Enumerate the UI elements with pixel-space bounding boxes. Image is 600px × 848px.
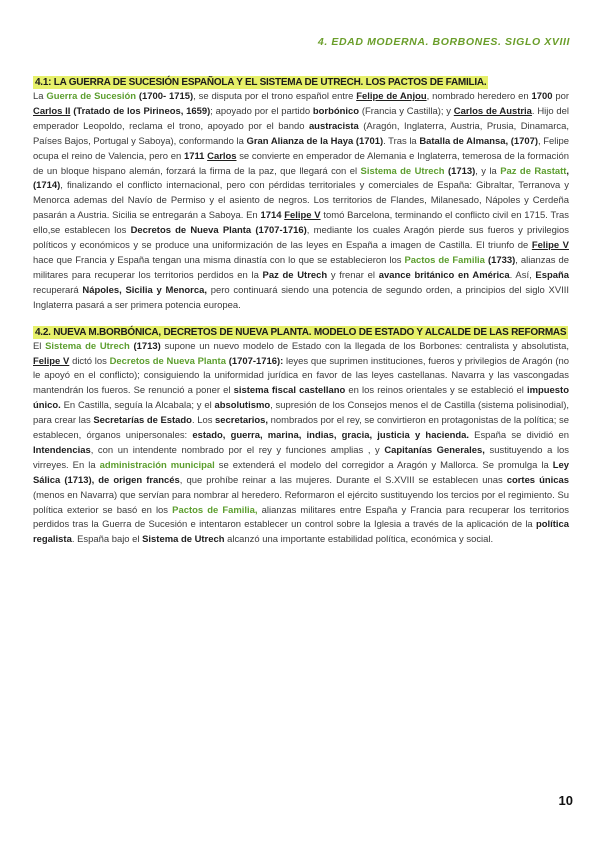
text-run: La bbox=[33, 91, 47, 102]
text-run: y frenar el bbox=[327, 269, 379, 281]
bold-term: Sistema de Utrech bbox=[142, 534, 225, 546]
text-run: , finalizando el conflicto internacional, pero con pérdidas territoriales y comerciales de España: Gibraltar, Terranova y Menorca ademas del Navío de Permiso y el asiento de negros. Los territorios de Flandes, Milanesado, Nápoles y Cerdeña pasarán a Austria. Sicilia se entregarán a Saboya. En bbox=[33, 180, 569, 222]
bold-term: , (1714) bbox=[33, 165, 569, 192]
text-run: , se disputa por el trono español entre bbox=[193, 91, 357, 102]
text-run: , nombrado heredero en bbox=[426, 91, 532, 102]
text-run: nombrados por el rey, se convirtieron en protagonistas de la política; se establecen, órganos unipersonales: bbox=[33, 415, 569, 442]
bold-term: Batalla de Almansa, (1707) bbox=[419, 135, 539, 147]
text-run: . Tras la bbox=[383, 135, 420, 147]
bold-term: avance británico en América bbox=[378, 269, 510, 281]
text-run: . Los bbox=[191, 415, 216, 427]
bold-term: (Tratado de los Pirineos, 1659) bbox=[70, 105, 211, 117]
text-run: supone un nuevo modelo de Estado con la llegada de los Borbones: centralista y absolutista, bbox=[160, 340, 569, 352]
section-heading: 4.1: LA GUERRA DE SUCESIÓN ESPAÑOLA Y EL SISTEMA DE UTRECH. LOS PACTOS DE FAMILIA. bbox=[35, 77, 487, 88]
person-name: Felipe V bbox=[284, 210, 321, 222]
person-name: Carlos de Austria bbox=[453, 105, 532, 117]
text-run: hace que Francia y España tengan una misma dinastía con lo que se establecieron los bbox=[33, 254, 405, 266]
bold-term: 1700 bbox=[531, 91, 553, 102]
text-run: , con un intendente nombrado por el rey y funciones amplias , y bbox=[90, 444, 385, 456]
text-run: por bbox=[552, 91, 569, 102]
bold-term: sistema fiscal castellano bbox=[233, 385, 346, 397]
text-run: pero continuará siendo una potencia de segundo orden, a principios del siglo XVIII Inglaterra pasará a ser primera potencia europea. bbox=[33, 284, 570, 311]
text-run: se convierte en emperador de Alemania e Inglaterra, temerosa de la formación de un bloque hispano alemán, forzará la firma de la paz, que llegará con el bbox=[33, 150, 569, 177]
highlighted-term: Paz de Rastatt bbox=[500, 165, 567, 177]
bold-term: Gran Alianza de la Haya (1701) bbox=[246, 135, 384, 147]
text-run: . Hijo del emperador Leopoldo, reclama el trono, apoyado por el bando bbox=[33, 105, 569, 132]
highlighted-term: Decretos de Nueva Planta bbox=[109, 355, 226, 367]
text-run: . Así, bbox=[509, 269, 536, 281]
section-heading: 4.2. NUEVA M.BORBÓNICA, DECRETOS DE NUEVA PLANTA. MODELO DE ESTADO Y ALCALDE DE LAS REFORMAS bbox=[35, 326, 567, 338]
bold-term: secretarios, bbox=[215, 415, 269, 427]
person-name: Carlos bbox=[207, 150, 237, 162]
text-run: dictó los bbox=[69, 355, 110, 367]
highlighted-term: administración municipal bbox=[99, 459, 215, 471]
bold-term: 1714 bbox=[260, 210, 285, 222]
bold-term: Decretos de Nueva Planta (1707-1716) bbox=[130, 225, 307, 237]
text-run: . España bajo el bbox=[71, 534, 143, 546]
bold-term: España bbox=[535, 269, 569, 281]
bold-term: cortes únicas bbox=[506, 474, 570, 486]
text-run: España se dividió en bbox=[468, 430, 569, 442]
text-run: (menos en Navarra) que servían para nombrar al heredero. Reformaron el ejército sustituyendo los tercios por el regimiento. Su política exterior se basó en los bbox=[33, 489, 569, 516]
text-run: en los reinos orientales y se estableció el bbox=[345, 385, 528, 397]
bold-term: 1711 bbox=[183, 150, 208, 162]
bold-term: (1707-1716): bbox=[225, 355, 284, 367]
page-number: 10 bbox=[558, 793, 573, 808]
text-run: se extenderá el modelo del corregidor a Aragón y Mallorca. Se promulga la bbox=[214, 459, 553, 471]
highlighted-term: Pactos de Familia, bbox=[172, 504, 258, 516]
bold-term: Capitanías Generales, bbox=[384, 444, 485, 456]
person-name: Felipe de Anjou bbox=[356, 91, 427, 102]
bold-term: Nápoles, Sicilia y Menorca, bbox=[82, 284, 207, 296]
chapter-header: 4. EDAD MODERNA. BORBONES. SIGLO XVIII bbox=[317, 36, 570, 48]
text-run: leyes que suprimen instituciones, fueros y privilegios de Aragón (no le apoyó en el conflicto); consiguiendo la uniformidad jurídica en favor de las leyes castellanas. Navarra y las vascongadas mantendrán los fueros. Se renunció a poner el bbox=[33, 355, 569, 397]
document-body bbox=[33, 72, 569, 548]
section-paragraph bbox=[33, 90, 569, 314]
bold-term: Secretarías de Estado bbox=[93, 415, 192, 427]
person-name: Felipe V bbox=[531, 240, 569, 252]
bold-term: Paz de Utrech bbox=[262, 269, 328, 281]
text-run: , supresión de los Consejos menos el de Castilla (sistema polisinodial), para crear las bbox=[33, 400, 569, 427]
highlighted-term: Pactos de Familia bbox=[404, 254, 485, 266]
text-run: alianzas militares entre España y Francia para recuperar los territorios perdidos tras la Guerra de Sucesión e intentaron establecer un control sobre la Iglesia a través de la aplicación de la bbox=[33, 504, 569, 531]
text-run: En Castilla, seguía la Alcabala; y el bbox=[60, 400, 215, 412]
bold-term: (1713) bbox=[129, 340, 161, 352]
text-run: , alianzas de militares para recuperar los territorios perdidos en la bbox=[33, 254, 569, 281]
bold-term: (1733) bbox=[484, 254, 516, 266]
text-run: , Felipe ocupa el reino de Valencia, pero en bbox=[33, 135, 569, 162]
text-run: recuperará bbox=[33, 284, 83, 296]
bold-term: borbónico bbox=[312, 105, 360, 117]
section-succession-war bbox=[33, 72, 569, 314]
bold-term: absolutismo bbox=[214, 400, 271, 412]
bold-term: austracista bbox=[308, 120, 359, 132]
bold-term: estado, guerra, marina, indias, gracia, justicia y hacienda. bbox=[192, 430, 469, 442]
bold-term: política regalista bbox=[33, 519, 569, 546]
text-run: sustituyendo a los virreyes. En la bbox=[33, 444, 570, 471]
text-run: (Aragón, Inglaterra, Austria, Prusia, Dinamarca, Países Bajos, Portugal y Saboya), conformando la bbox=[33, 120, 569, 147]
highlighted-term: Sistema de Utrech bbox=[45, 340, 130, 352]
highlighted-term: Sistema de Utrech bbox=[360, 165, 445, 177]
highlighted-term: Guerra de Sucesión bbox=[46, 91, 137, 102]
text-run: , mediante los cuales Aragón pierde sus fueros y privilegios políticos y económicos y se produce una uniformización de las leyes en España a imagen de Castilla. El triunfo de bbox=[33, 225, 569, 252]
text-run: , que prohíbe reinar a las mujeres. Durante el S.XVIII se establecen unas bbox=[179, 474, 507, 486]
text-run: , y la bbox=[475, 165, 501, 177]
bold-term: Ley Sálica (1713), de origen francés bbox=[33, 459, 569, 486]
bold-term: impuesto único. bbox=[33, 385, 569, 412]
text-run: alcanzó una importante estabilidad política, económica y social. bbox=[224, 534, 494, 546]
text-run: ; apoyado por el partido bbox=[210, 105, 313, 117]
section-paragraph bbox=[33, 340, 569, 549]
bold-term: Intendencias bbox=[33, 444, 91, 456]
section-bourbon-reforms bbox=[33, 322, 569, 549]
text-run: tomó Barcelona, terminando el conflicto civil en 1715. Tras ello,se establecen los bbox=[33, 210, 569, 237]
bold-term: (1713) bbox=[444, 165, 476, 177]
text-run: El bbox=[33, 340, 46, 352]
person-name: Felipe V bbox=[33, 355, 70, 367]
person-name: Carlos II bbox=[33, 105, 71, 117]
bold-term: (1700- 1715) bbox=[136, 91, 194, 102]
text-run: (Francia y Castilla); y bbox=[359, 105, 454, 117]
